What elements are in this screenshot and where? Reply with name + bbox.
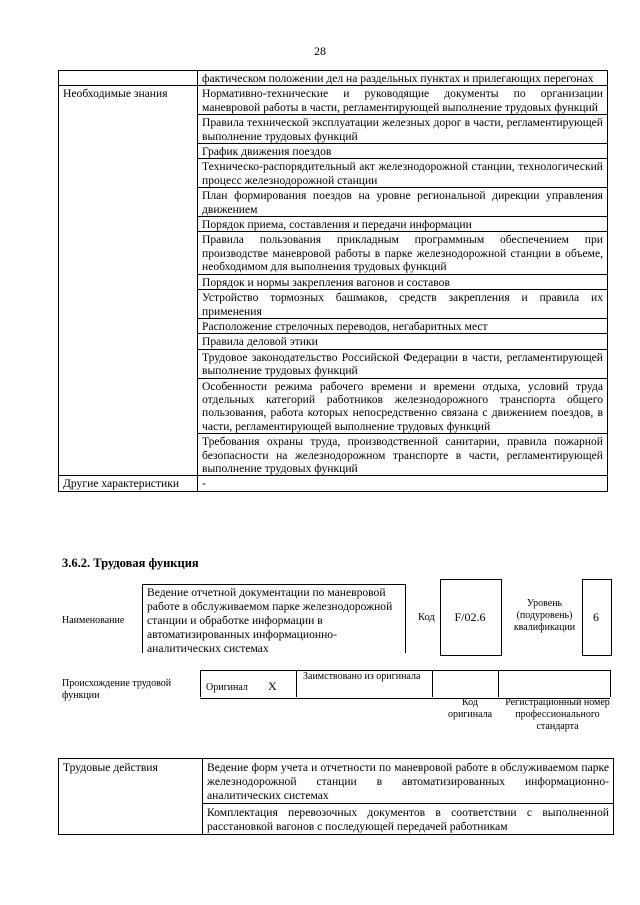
origin-label: Происхождение трудовой функции <box>62 678 172 701</box>
code-value: F/02.6 <box>454 610 486 624</box>
origin-cell-divider <box>610 670 611 697</box>
table-row <box>59 86 608 115</box>
knowledge-item: Правила пользования прикладным программным обеспечением при производстве маневровой работы в парке железнодорожной станции в объеме, необходимом для выполнения трудовых функций <box>198 232 608 274</box>
original-label: Оригинал <box>206 682 248 693</box>
knowledge-item: План формирования поездов на уровне региональной дирекции управления движением <box>198 188 608 217</box>
action-item: Комплектация перевозочных документов в соответствии с выполненной расстановкой вагонов с последующей передачей работникам <box>203 804 614 835</box>
table-row <box>59 759 614 804</box>
labor-function-heading: 3.6.2. Трудовая функция <box>62 556 199 570</box>
knowledge-item: Устройство тормозных башмаков, средств закрепления и правила их применения <box>198 290 608 319</box>
knowledge-item: Особенности режима рабочего времени и времени отдыха, условий труда отдельных категорий работников железнодорожного транспорта общего пользования, работа которых непосредственно связана с движением поездов, в части, регламентирующей выполнение трудовых функций <box>198 378 608 434</box>
name-box <box>142 584 406 653</box>
table-row <box>59 71 608 86</box>
origin-cell-divider <box>296 670 297 697</box>
knowledge-item: Правила деловой этики <box>198 334 608 349</box>
origin-cell-divider <box>200 670 201 697</box>
actions-label: Трудовые действия <box>59 759 203 835</box>
code-label: Код <box>418 612 435 623</box>
knowledge-item: Расположение стрелочных переводов, негабаритных мест <box>198 318 608 333</box>
knowledge-label: Необходимые знания <box>59 86 198 476</box>
knowledge-item: Правила технической эксплуатации железных дорог в части, регламентирующей выполнение трудовых функций <box>198 115 608 144</box>
page-number: 28 <box>314 44 326 58</box>
actions-table <box>58 758 614 835</box>
borrowed-label: Заимствовано из оригинала <box>303 671 421 682</box>
origin-cell-divider <box>432 670 433 697</box>
knowledge-item: Техническо-распорядительный акт железнодорожной станции, технологический процесс железнодорожной станции <box>198 159 608 188</box>
knowledge-item: Нормативно-технические и руководящие документы по организации маневровой работы в части, регламентирующей выполнение трудовых функций <box>198 86 608 115</box>
knowledge-item: Порядок приема, составления и передачи информации <box>198 217 608 232</box>
page-bottom-margin <box>0 857 640 905</box>
knowledge-table <box>58 70 608 492</box>
origin-cell-divider <box>498 670 499 697</box>
reg-number-label: Регистрационный номер профессионального стандарта <box>505 697 610 732</box>
knowledge-item: График движения поездов <box>198 144 608 159</box>
name-label: Наименование <box>62 615 125 626</box>
knowledge-item: Требования охраны труда, производственной санитарии, правила пожарной безопасности на железнодорожном транспорте в части, регламентирующей выполнение трудовых функций <box>198 434 608 476</box>
action-item: Ведение форм учета и отчетности по маневровой работе в обслуживаемом парке железнодорожной станции в автоматизированных информационно-аналитических системах <box>203 759 614 804</box>
origin-code-label: Код оригинала <box>447 697 493 720</box>
table-cell: фактическом положении дел на раздельных пунктах и прилегающих перегонах <box>198 71 608 86</box>
other-value: - <box>198 476 608 491</box>
other-label: Другие характеристики <box>59 476 198 491</box>
name-value: Ведение отчетной документации по маневровой работе в обслуживаемом парке железнодорожной станции и обработке информации в автоматизированных информационно-аналитических системах <box>147 586 393 655</box>
table-row <box>59 476 608 491</box>
knowledge-item: Порядок и нормы закрепления вагонов и составов <box>198 274 608 289</box>
original-mark: X <box>268 679 277 693</box>
level-value: 6 <box>593 610 599 624</box>
knowledge-item: Трудовое законодательство Российской Федерации в части, регламентирующей выполнение трудовых функций <box>198 349 608 378</box>
level-label: Уровень (подуровень) квалификации <box>513 598 576 633</box>
